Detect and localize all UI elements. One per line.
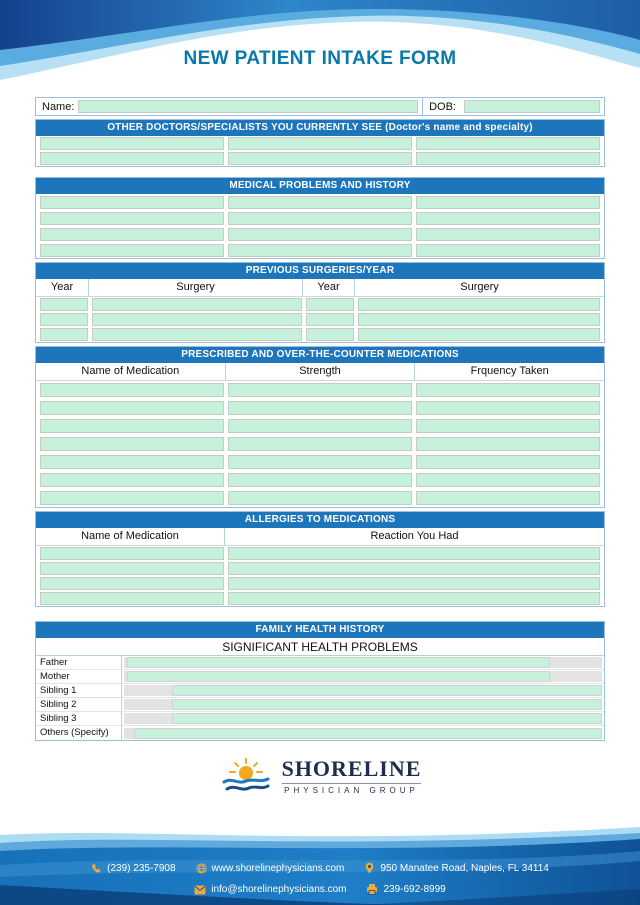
family-row bbox=[36, 684, 604, 698]
footer-phone-text: (239) 235-7908 bbox=[107, 862, 176, 874]
field-gray-segment bbox=[550, 657, 602, 668]
input-row bbox=[36, 471, 604, 489]
family-member-label: Others (Specify) bbox=[36, 726, 122, 740]
family-row bbox=[36, 698, 604, 712]
input-row bbox=[36, 399, 604, 417]
patient-info-row bbox=[35, 97, 605, 116]
medical-history-input[interactable] bbox=[40, 244, 224, 257]
family-field bbox=[122, 656, 604, 669]
doctors-grid bbox=[36, 136, 604, 166]
cell bbox=[414, 383, 602, 397]
cell bbox=[414, 473, 602, 487]
medical-history-input[interactable] bbox=[40, 228, 224, 241]
medical-history-input[interactable] bbox=[40, 196, 224, 209]
family-member-label: Father bbox=[36, 656, 122, 669]
cell bbox=[226, 401, 414, 415]
globe-icon bbox=[196, 863, 207, 874]
family-row bbox=[36, 726, 604, 740]
cell bbox=[38, 244, 226, 257]
medication-strength-input[interactable] bbox=[228, 419, 412, 433]
medications-section bbox=[35, 346, 605, 508]
cell bbox=[414, 244, 602, 257]
footer-fax bbox=[366, 884, 445, 895]
cell bbox=[38, 196, 226, 209]
medication-frequency-input[interactable] bbox=[416, 491, 600, 505]
family-member-label: Sibling 2 bbox=[36, 698, 122, 711]
surgery-name-input[interactable] bbox=[358, 313, 600, 326]
sun-waves-logo-icon bbox=[219, 756, 273, 796]
col-strength-label: Strength bbox=[225, 363, 415, 380]
medication-name-input[interactable] bbox=[40, 437, 224, 451]
cell bbox=[304, 313, 356, 326]
field-gray-segment bbox=[550, 671, 602, 682]
form-content bbox=[35, 97, 605, 796]
cell bbox=[356, 313, 602, 326]
cell bbox=[414, 196, 602, 209]
cell bbox=[38, 562, 226, 575]
allergy-name-input[interactable] bbox=[40, 547, 224, 560]
cell bbox=[414, 212, 602, 225]
cell bbox=[38, 328, 90, 341]
cell bbox=[226, 437, 414, 451]
footer-email-text: info@shorelinephysicians.com bbox=[211, 884, 347, 895]
surgery-name-input[interactable] bbox=[92, 328, 302, 341]
medication-name-input[interactable] bbox=[40, 419, 224, 433]
cell bbox=[414, 152, 602, 165]
section-header-family: FAMILY HEALTH HISTORY bbox=[36, 622, 604, 638]
medication-strength-input[interactable] bbox=[228, 383, 412, 397]
medical-grid bbox=[36, 194, 604, 258]
cell bbox=[226, 419, 414, 433]
cell bbox=[38, 592, 226, 605]
medical-history-input[interactable] bbox=[416, 228, 600, 241]
phone-icon bbox=[91, 863, 102, 874]
logo-tagline: PHYSICIAN GROUP bbox=[282, 783, 422, 795]
footer-contact-line-2 bbox=[0, 884, 640, 895]
input-row bbox=[36, 312, 604, 327]
doctor-specialist-input[interactable] bbox=[40, 152, 224, 165]
cell bbox=[38, 437, 226, 451]
input-row bbox=[36, 151, 604, 166]
allergy-reaction-input[interactable] bbox=[228, 562, 600, 575]
cell bbox=[414, 437, 602, 451]
medication-name-input[interactable] bbox=[40, 473, 224, 487]
family-field bbox=[122, 698, 604, 711]
family-member-label: Mother bbox=[36, 670, 122, 683]
medical-history-input[interactable] bbox=[228, 228, 412, 241]
medications-grid bbox=[36, 381, 604, 507]
family-health-input[interactable] bbox=[172, 699, 602, 710]
medical-history-input[interactable] bbox=[228, 244, 412, 257]
allergy-name-input[interactable] bbox=[40, 592, 224, 605]
medication-frequency-input[interactable] bbox=[416, 383, 600, 397]
cell bbox=[356, 328, 602, 341]
fax-icon bbox=[366, 884, 378, 895]
cell bbox=[226, 152, 414, 165]
medication-strength-input[interactable] bbox=[228, 401, 412, 415]
footer-address-text: 950 Manatee Road, Naples, FL 34114 bbox=[380, 862, 549, 874]
cell bbox=[414, 401, 602, 415]
cell bbox=[226, 137, 414, 150]
field-gray-segment bbox=[124, 699, 172, 710]
input-row bbox=[36, 194, 604, 210]
cell bbox=[226, 562, 602, 575]
family-row bbox=[36, 656, 604, 670]
medical-history-input[interactable] bbox=[228, 196, 412, 209]
family-health-input[interactable] bbox=[127, 657, 550, 668]
allergies-section bbox=[35, 511, 605, 607]
input-row bbox=[36, 435, 604, 453]
input-row bbox=[36, 242, 604, 258]
cell bbox=[414, 491, 602, 505]
surgery-year-input[interactable] bbox=[40, 298, 88, 311]
logo bbox=[35, 756, 605, 796]
cell bbox=[226, 547, 602, 560]
medical-history-input[interactable] bbox=[40, 212, 224, 225]
surgery-year-input[interactable] bbox=[40, 313, 88, 326]
input-row bbox=[36, 546, 604, 561]
input-row bbox=[36, 210, 604, 226]
medical-history-input[interactable] bbox=[416, 196, 600, 209]
family-health-input[interactable] bbox=[172, 685, 602, 696]
family-field bbox=[122, 684, 604, 697]
cell bbox=[38, 401, 226, 415]
medication-strength-input[interactable] bbox=[228, 455, 412, 469]
location-pin-icon bbox=[364, 862, 375, 874]
medication-strength-input[interactable] bbox=[228, 491, 412, 505]
family-row bbox=[36, 670, 604, 684]
footer-contact-line-1 bbox=[0, 862, 640, 874]
doctor-specialist-input[interactable] bbox=[228, 152, 412, 165]
medical-history-input[interactable] bbox=[416, 212, 600, 225]
medication-frequency-input[interactable] bbox=[416, 401, 600, 415]
footer-fax-text: 239-692-8999 bbox=[383, 884, 446, 895]
footer-email bbox=[194, 884, 346, 895]
family-health-input[interactable] bbox=[134, 728, 602, 739]
footer-website bbox=[196, 863, 345, 874]
surgery-name-input[interactable] bbox=[92, 313, 302, 326]
field-gray-segment bbox=[124, 685, 172, 696]
dob-input[interactable] bbox=[464, 100, 600, 113]
col-year-label: Year bbox=[302, 279, 354, 296]
section-header-doctors: OTHER DOCTORS/SPECIALISTS YOU CURRENTLY SEE (Doctor's name and specialty) bbox=[36, 120, 604, 136]
medication-name-input[interactable] bbox=[40, 455, 224, 469]
cell bbox=[226, 577, 602, 590]
col-allergy-name-label: Name of Medication bbox=[81, 530, 179, 542]
medication-frequency-input[interactable] bbox=[416, 419, 600, 433]
input-row bbox=[36, 327, 604, 342]
cell bbox=[356, 298, 602, 311]
input-row bbox=[36, 381, 604, 399]
family-subheader: SIGNIFICANT HEALTH PROBLEMS bbox=[36, 638, 604, 656]
family-field bbox=[122, 712, 604, 725]
doctor-specialist-input[interactable] bbox=[228, 137, 412, 150]
cell bbox=[38, 419, 226, 433]
name-input[interactable] bbox=[78, 100, 418, 113]
cell bbox=[226, 228, 414, 241]
input-row bbox=[36, 417, 604, 435]
cell bbox=[414, 455, 602, 469]
surgery-name-input[interactable] bbox=[358, 328, 600, 341]
family-health-input[interactable] bbox=[172, 713, 602, 724]
logo-name: SHORELINE bbox=[281, 755, 422, 781]
doctors-section bbox=[35, 119, 605, 167]
doctor-specialist-input[interactable] bbox=[416, 152, 600, 165]
surgeries-column-headers bbox=[36, 279, 604, 297]
field-gray-segment bbox=[124, 713, 172, 724]
cell bbox=[90, 313, 304, 326]
page-title: NEW PATIENT INTAKE FORM bbox=[183, 48, 457, 69]
cell bbox=[414, 137, 602, 150]
cell bbox=[414, 419, 602, 433]
family-member-label: Sibling 1 bbox=[36, 684, 122, 697]
dob-label: DOB: bbox=[422, 98, 460, 115]
cell bbox=[226, 244, 414, 257]
surgeries-section bbox=[35, 262, 605, 343]
cell bbox=[38, 228, 226, 241]
family-field bbox=[122, 726, 604, 740]
cell bbox=[38, 455, 226, 469]
family-section bbox=[35, 621, 605, 741]
surgeries-grid bbox=[36, 297, 604, 342]
family-field bbox=[122, 670, 604, 683]
field-gray-segment bbox=[124, 728, 134, 739]
allergy-reaction-input[interactable] bbox=[228, 577, 600, 590]
doctor-specialist-input[interactable] bbox=[40, 137, 224, 150]
medical-history-input[interactable] bbox=[416, 244, 600, 257]
cell bbox=[38, 383, 226, 397]
input-row bbox=[36, 226, 604, 242]
medication-name-input[interactable] bbox=[40, 383, 224, 397]
col-frequency-label: Frquency Taken bbox=[414, 363, 604, 380]
cell bbox=[90, 298, 304, 311]
cell bbox=[38, 577, 226, 590]
surgery-year-input[interactable] bbox=[306, 328, 354, 341]
medication-frequency-input[interactable] bbox=[416, 437, 600, 451]
allergy-reaction-input[interactable] bbox=[228, 592, 600, 605]
cell bbox=[414, 228, 602, 241]
input-row bbox=[36, 489, 604, 507]
surgery-year-input[interactable] bbox=[40, 328, 88, 341]
medical-history-input[interactable] bbox=[228, 212, 412, 225]
doctor-specialist-input[interactable] bbox=[416, 137, 600, 150]
cell bbox=[38, 313, 90, 326]
cell bbox=[226, 473, 414, 487]
cell bbox=[38, 547, 226, 560]
medication-strength-input[interactable] bbox=[228, 437, 412, 451]
col-surgery-label: Surgery bbox=[354, 279, 604, 296]
medication-frequency-input[interactable] bbox=[416, 455, 600, 469]
logo-text bbox=[281, 755, 422, 795]
footer-phone bbox=[91, 863, 175, 874]
surgery-year-input[interactable] bbox=[306, 313, 354, 326]
surgery-year-input[interactable] bbox=[306, 298, 354, 311]
cell bbox=[38, 491, 226, 505]
input-row bbox=[36, 591, 604, 606]
cell bbox=[38, 298, 90, 311]
medication-frequency-input[interactable] bbox=[416, 473, 600, 487]
cell bbox=[304, 328, 356, 341]
input-row bbox=[36, 297, 604, 312]
footer-website-text: www.shorelinephysicians.com bbox=[211, 862, 345, 874]
family-row bbox=[36, 712, 604, 726]
input-row bbox=[36, 453, 604, 471]
section-header-allergies: ALLERGIES TO MEDICATIONS bbox=[36, 512, 604, 528]
cell bbox=[38, 152, 226, 165]
section-header-surgeries: PREVIOUS SURGERIES/YEAR bbox=[36, 263, 604, 279]
family-rows bbox=[36, 656, 604, 740]
cell bbox=[226, 455, 414, 469]
surgery-name-input[interactable] bbox=[358, 298, 600, 311]
allergy-name-input[interactable] bbox=[40, 577, 224, 590]
allergies-grid bbox=[36, 546, 604, 606]
input-row bbox=[36, 561, 604, 576]
cell bbox=[226, 196, 414, 209]
allergy-reaction-input[interactable] bbox=[228, 547, 600, 560]
cell bbox=[226, 212, 414, 225]
section-header-medical: MEDICAL PROBLEMS AND HISTORY bbox=[36, 178, 604, 194]
col-surgery-label: Surgery bbox=[88, 279, 302, 296]
section-header-medications: PRESCRIBED AND OVER-THE-COUNTER MEDICATIONS bbox=[36, 347, 604, 363]
input-row bbox=[36, 576, 604, 591]
family-member-label: Sibling 3 bbox=[36, 712, 122, 725]
cell bbox=[226, 592, 602, 605]
surgery-name-input[interactable] bbox=[92, 298, 302, 311]
col-medication-name-label: Name of Medication bbox=[81, 365, 180, 377]
cell bbox=[226, 383, 414, 397]
cell bbox=[38, 137, 226, 150]
footer-address bbox=[364, 862, 548, 874]
medical-section bbox=[35, 177, 605, 259]
medications-column-headers bbox=[36, 363, 604, 381]
col-reaction-label: Reaction You Had bbox=[224, 528, 604, 545]
medication-strength-input[interactable] bbox=[228, 473, 412, 487]
cell bbox=[304, 298, 356, 311]
email-icon bbox=[194, 885, 206, 895]
input-row bbox=[36, 136, 604, 151]
col-year-label: Year bbox=[50, 281, 74, 293]
cell bbox=[90, 328, 304, 341]
cell bbox=[226, 491, 414, 505]
cell bbox=[38, 473, 226, 487]
allergies-column-headers bbox=[36, 528, 604, 546]
family-health-input[interactable] bbox=[127, 671, 550, 682]
name-label: Name: bbox=[42, 100, 75, 113]
allergy-name-input[interactable] bbox=[40, 562, 224, 575]
medication-name-input[interactable] bbox=[40, 491, 224, 505]
medication-name-input[interactable] bbox=[40, 401, 224, 415]
cell bbox=[38, 212, 226, 225]
